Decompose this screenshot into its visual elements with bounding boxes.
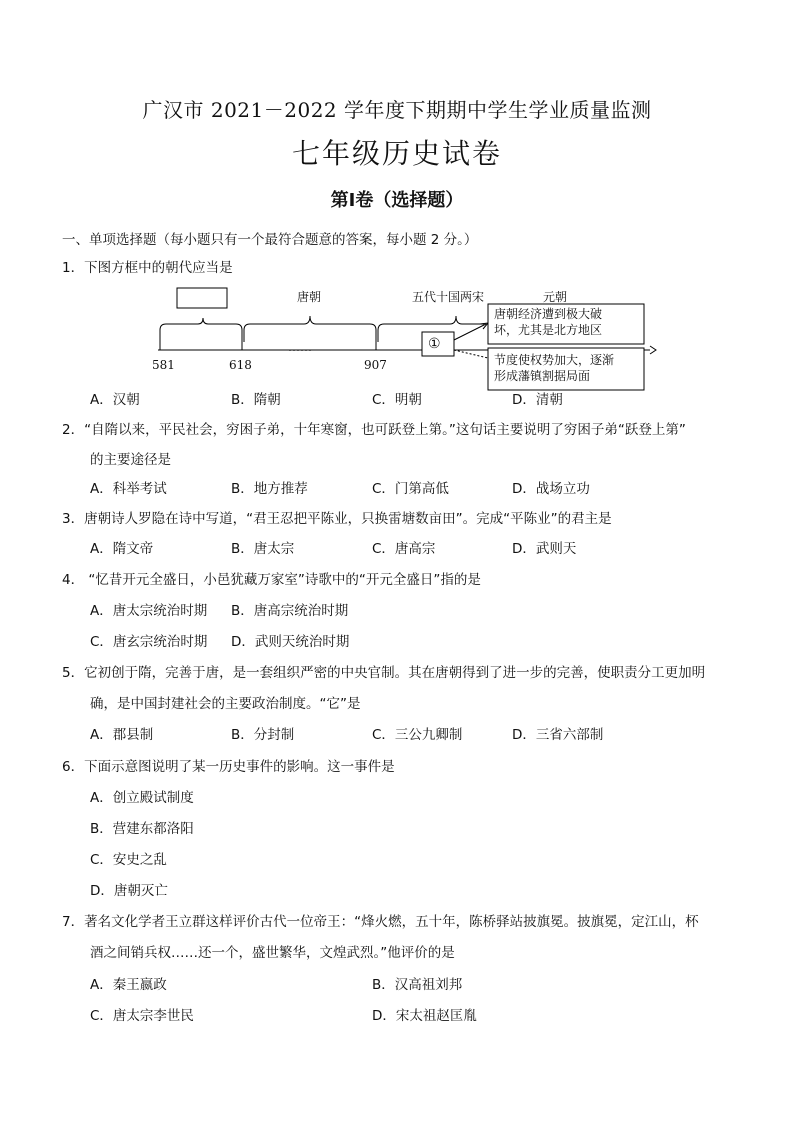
timeline-label-tang: 唐朝 bbox=[297, 290, 322, 304]
q7-option-d[interactable]: D．宋太祖赵匡胤 bbox=[372, 1008, 477, 1024]
q5-option-d[interactable]: D．三省六部制 bbox=[512, 727, 604, 743]
q2-option-d[interactable]: D．战场立功 bbox=[512, 481, 590, 497]
exam-title: 七年级历史试卷 bbox=[291, 137, 502, 170]
timeline-year-618: 618 bbox=[229, 358, 252, 372]
timeline-box-bottom-2: 形成藩镇割据局面 bbox=[494, 369, 591, 383]
question-6-stem: 6．下面示意图说明了某一历史事件的影响。这一事件是 bbox=[62, 759, 395, 775]
q2-option-a[interactable]: A．科举考试 bbox=[90, 481, 167, 497]
question-4-stem: 4． “忆昔开元全盛日，小邑犹藏万家室”诗歌中的“开元全盛日”指的是 bbox=[62, 572, 481, 588]
part-title: 第Ⅰ卷（选择题） bbox=[330, 190, 464, 211]
q6-option-d[interactable]: D．唐朝灭亡 bbox=[90, 883, 168, 899]
timeline-box-top-2: 坏，尤其是北方地区 bbox=[494, 323, 603, 337]
timeline-dots: …… bbox=[288, 340, 312, 354]
question-1-stem: 1．下图方框中的朝代应当是 bbox=[62, 260, 233, 276]
q1-option-b[interactable]: B．隋朝 bbox=[231, 392, 281, 408]
q6-option-c[interactable]: C．安史之乱 bbox=[90, 852, 167, 868]
section-heading: 一、单项选择题（每小题只有一个最符合题意的答案，每小题 2 分。） bbox=[62, 232, 478, 248]
q4-option-a[interactable]: A．唐太宗统治时期 bbox=[90, 603, 208, 619]
question-5-stem-2: 确，是中国封建社会的主要政治制度。“它”是 bbox=[90, 696, 361, 712]
timeline-label-wudai: 五代十国两宋 bbox=[412, 290, 485, 304]
timeline-year-581: 581 bbox=[152, 358, 175, 372]
q5-option-a[interactable]: A．郡县制 bbox=[90, 727, 154, 743]
q5-option-c[interactable]: C．三公九卿制 bbox=[372, 727, 463, 743]
q2-option-c[interactable]: C．门第高低 bbox=[372, 481, 449, 497]
q3-option-c[interactable]: C．唐高宗 bbox=[372, 541, 436, 557]
q1-option-a[interactable]: A．汉朝 bbox=[90, 392, 140, 408]
q7-option-a[interactable]: A．秦王嬴政 bbox=[90, 977, 167, 993]
school-line: 广汉市 2021－2022 学年度下期期中学生学业质量监测 bbox=[142, 98, 652, 122]
q7-option-c[interactable]: C．唐太宗李世民 bbox=[90, 1008, 194, 1024]
q1-option-c[interactable]: C．明朝 bbox=[372, 392, 422, 408]
q7-option-b[interactable]: B．汉高祖刘邦 bbox=[372, 977, 463, 993]
question-2-stem-2: 的主要途径是 bbox=[90, 452, 171, 468]
question-3-stem: 3．唐朝诗人罗隐在诗中写道，“君王忍把平陈业，只换雷塘数亩田”。完成“平陈业”的君主是 bbox=[62, 511, 612, 527]
q3-option-d[interactable]: D．武则天 bbox=[512, 541, 577, 557]
q2-option-b[interactable]: B．地方推荐 bbox=[231, 481, 308, 497]
timeline-label-yuan: 元朝 bbox=[543, 290, 568, 304]
q4-option-d[interactable]: D．武则天统治时期 bbox=[231, 634, 350, 650]
timeline-year-907: 907 bbox=[364, 358, 387, 372]
timeline-box-top-1: 唐朝经济遭到极大破 bbox=[494, 307, 603, 321]
timeline-circle-mark: ① bbox=[428, 336, 441, 352]
question-7-stem-1: 7．著名文化学者王立群这样评价古代一位帝王：“烽火燃，五十年，陈桥驿站披旗冕。披旗冕，定江山，杯 bbox=[62, 914, 699, 930]
q4-option-c[interactable]: C．唐玄宗统治时期 bbox=[90, 634, 208, 650]
question-7-stem-2: 酒之间销兵权……还一个，盛世繁华，文煌武烈。”他评价的是 bbox=[90, 945, 455, 961]
q1-option-d[interactable]: D．清朝 bbox=[512, 392, 563, 408]
q3-option-b[interactable]: B．唐太宗 bbox=[231, 541, 295, 557]
timeline-box-bottom-1: 节度使权势加大，逐渐 bbox=[494, 353, 615, 367]
q5-option-b[interactable]: B．分封制 bbox=[231, 727, 295, 743]
q4-option-b[interactable]: B．唐高宗统治时期 bbox=[231, 603, 349, 619]
q3-option-a[interactable]: A．隋文帝 bbox=[90, 541, 154, 557]
question-5-stem-1: 5．它初创于隋，完善于唐，是一套组织严密的中央官制。其在唐朝得到了进一步的完善，使职责分工更加明 bbox=[62, 665, 706, 681]
question-2-stem-1: 2．“自隋以来，平民社会，穷困子弟，十年寒窗，也可跃登上第。”这句话主要说明了穷困子弟“跃登上第” bbox=[62, 422, 686, 438]
q6-option-a[interactable]: A．创立殿试制度 bbox=[90, 790, 194, 806]
q6-option-b[interactable]: B．营建东都洛阳 bbox=[90, 821, 194, 837]
